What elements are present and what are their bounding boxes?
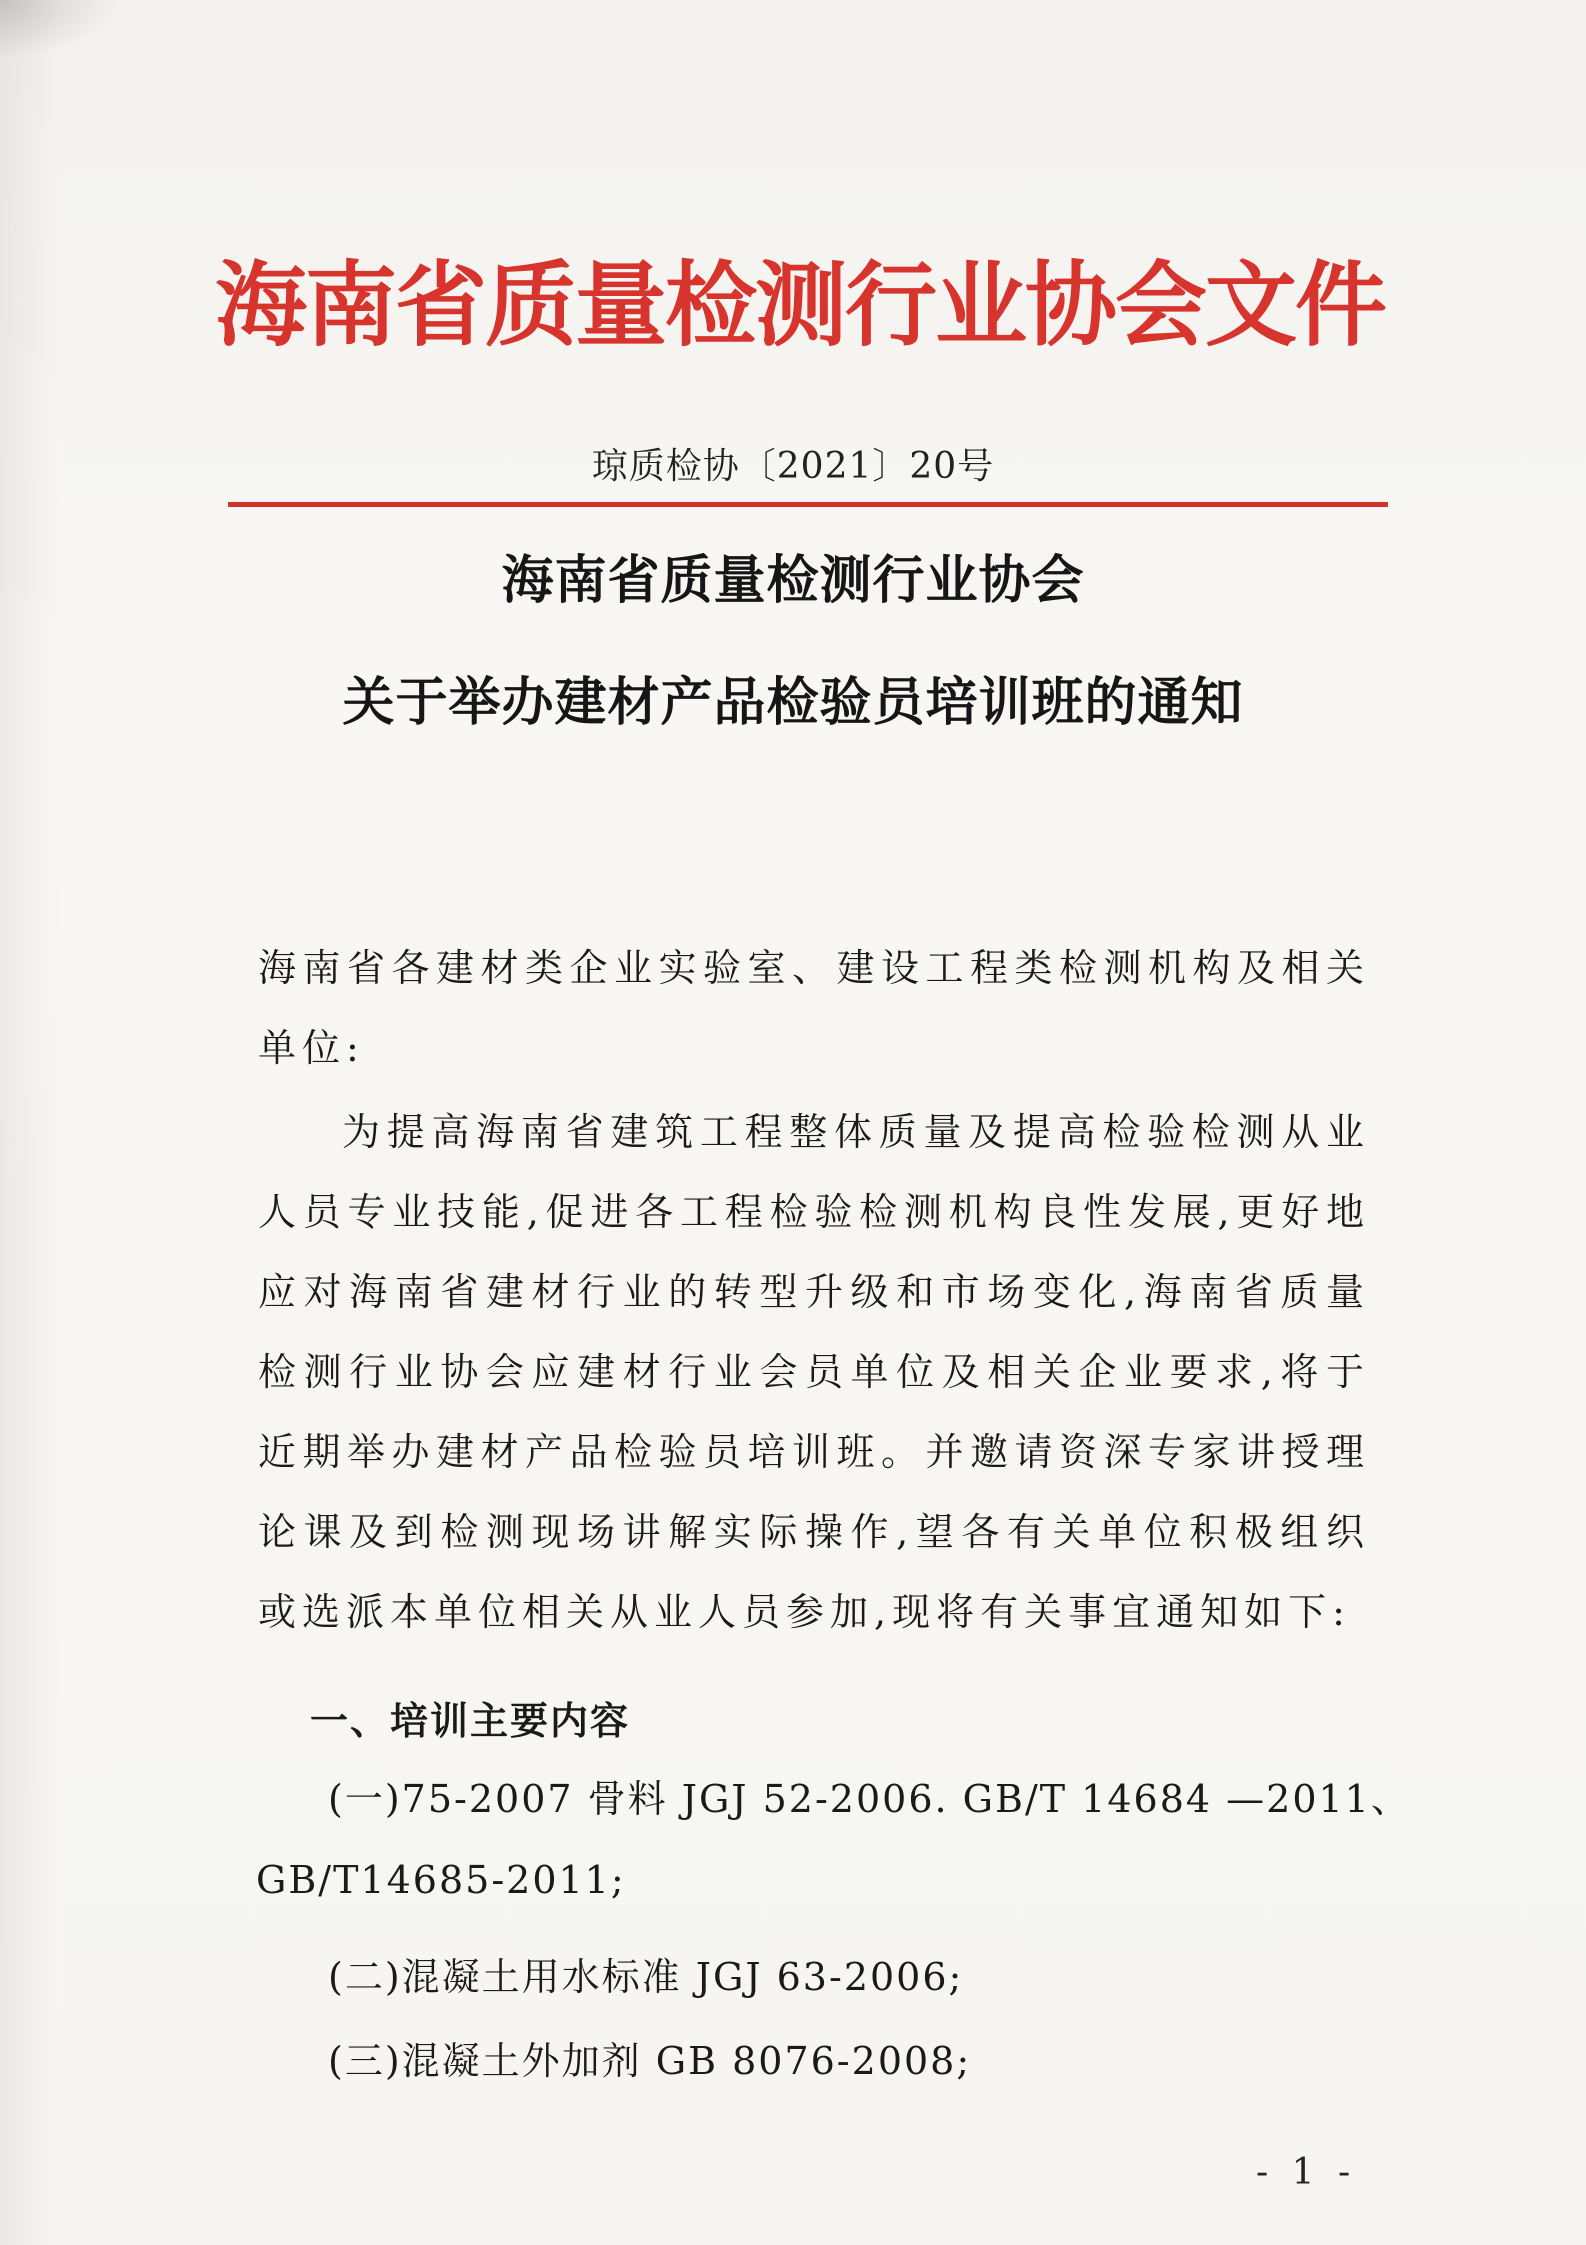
list-item: (三)混凝土外加剂 GB 8076-2008; [328, 2039, 972, 2083]
page-number: - 1 - [1256, 2152, 1357, 2193]
document-header-title: 海南省质量检测行业协会文件 [214, 252, 1385, 359]
list-item: (一)75-2007 骨料 JGJ 52-2006. GB/T 14684 —2011、 [328, 1777, 1411, 1821]
document-number: 琼质检协〔2021〕20号 [591, 446, 995, 487]
list-item-continuation: GB/T14685-2011; [256, 1858, 626, 1902]
scan-corner-smudge [0, 0, 120, 60]
list-item: (二)混凝土用水标准 JGJ 63-2006; [328, 1955, 964, 1999]
addressee: 海南省各建材类企业实验室、建设工程类检测机构及相关单位: [258, 946, 1370, 1070]
red-divider-line [228, 502, 1388, 507]
notice-title-line-1: 海南省质量检测行业协会 [501, 551, 1085, 611]
scan-edge-shadow [0, 0, 60, 2245]
section-heading: 一、培训主要内容 [310, 1699, 631, 1743]
notice-title-line-2: 关于举办建材产品检验员培训班的通知 [342, 673, 1244, 733]
body-paragraph: 为提高海南省建筑工程整体质量及提高检验检测从业人员专业技能,促进各工程检验检测机构良性发展,更好地应对海南省建材行业的转型升级和市场变化,海南省质量检测行业协会应建材行业会员单位及相关企业要求,将于近期举办建材产品检验员培训班。并邀请资深专家讲授理论课及到检测现场讲解实际操作,望各有关单位积极组织或选派本单位相关从业人员参加,现将有关事宜通知如下: [258, 1110, 1370, 1634]
